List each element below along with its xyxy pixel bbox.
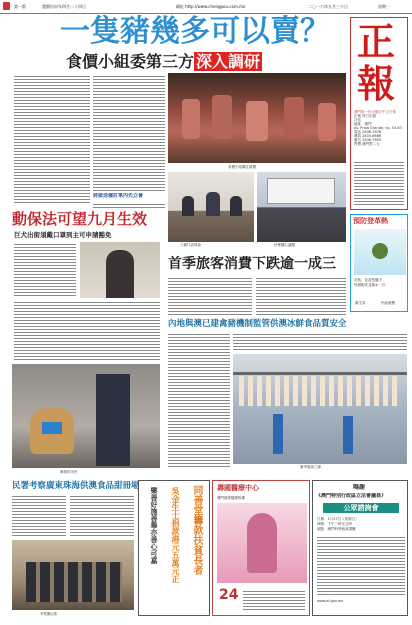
civic-text [12, 494, 66, 538]
masthead-info-line: Av. Praia Grande, no. 53-63 [354, 126, 402, 130]
lead-body-text [93, 202, 165, 208]
mosquito-icon [372, 243, 388, 259]
poster-board [267, 178, 335, 204]
notice-banner: 公眾諮詢會 [323, 503, 399, 513]
civic-head: 民署考察廣東珠海供澳食品甜冊場 [12, 481, 140, 491]
notice-line: 日期：1月27日（星期日） [317, 517, 359, 521]
pink-ad-fine-print [243, 589, 305, 611]
masthead-info-line: 廣告 2836-7655 [354, 138, 382, 142]
lead-subhead: 食價小組委第三方 [66, 52, 195, 71]
food-safety-text [233, 332, 407, 352]
notice-title: 《澳門特別行政區立法會議員》 [316, 493, 387, 499]
masthead-fine-print [354, 160, 404, 206]
dog-story-portrait [80, 242, 160, 298]
header-weekday: 星期一 [378, 4, 390, 9]
chicken-row [239, 376, 401, 406]
notice-line: 地點：澳門科學館演講廳 [317, 527, 356, 531]
food-safety-banner: 內地與澳已建禽豬機制監管供澳冰鮮食品質安全 [168, 319, 347, 329]
dog-photo-caption: 牽狗的市民 [60, 470, 78, 474]
notice-line: 時間：下午三時至五時 [317, 522, 352, 526]
pink-ad-org: 壽國醫療中心 [217, 484, 259, 492]
worker-figure [343, 416, 353, 454]
masthead-info-line: 社長 [354, 118, 361, 122]
meeting-person [230, 196, 242, 216]
header-date-gregorian: 二〇一六年五月三十日 [308, 4, 348, 9]
pink-ad-number: 24 [219, 587, 239, 603]
notice-body [317, 535, 405, 595]
pork-hanging-meat [318, 103, 336, 141]
logo-char-1: 正 [357, 22, 396, 62]
meeting-photo [168, 172, 254, 242]
worker-figure [273, 414, 283, 454]
chicken-photo-caption: 屠宰場加工線 [300, 465, 321, 469]
civic-group [26, 562, 122, 602]
lead-body-text [14, 74, 90, 204]
header-website[interactable]: 網址 http://www.chengpou.com.mo [176, 4, 246, 9]
legislative-notice [312, 480, 408, 616]
civic-text [70, 494, 134, 538]
side-ad-dengue [350, 214, 408, 312]
poster-photo [257, 172, 346, 242]
meeting-photo-caption: 工聯代表與會 [180, 243, 201, 247]
person-legs [96, 374, 130, 466]
food-safety-text [168, 332, 230, 468]
poster-photo-caption: 民眾關心議題 [274, 243, 295, 247]
vertical-ad-col3: 樂善好施善舉亦善心可嘉 [150, 487, 158, 564]
masthead-info [354, 110, 404, 146]
side-ad-line: 每週刷洗並換水一次 [354, 283, 386, 287]
header-date-lunar: 農曆丙申年四月二十四日 [42, 4, 86, 9]
lead-photo-caption: 食價小組關注豬價 [228, 165, 256, 169]
lead-headline: 一隻豬幾多可以賣？ [60, 15, 330, 49]
tourism-text [256, 276, 346, 316]
pink-ad-figure [247, 513, 277, 573]
tourism-text [168, 276, 252, 316]
header-logo-icon [3, 2, 10, 10]
lead-subhead-row [66, 52, 262, 72]
civic-photo [12, 540, 134, 610]
masthead-info-line: 澳門第一份正體字中文日報 [354, 110, 396, 114]
masthead [350, 17, 408, 210]
notice-contact[interactable]: www.al.gov.mo [317, 599, 344, 603]
pink-medical-ad [212, 480, 310, 616]
pink-ad-line: 澳門健康醫療推廣 [217, 496, 245, 500]
dog-story-text [14, 242, 76, 298]
masthead-info-line: 正報 每日出版 [354, 114, 377, 118]
dog-story-subhead: 巨犬出街須戴口罩到主可申請豁免 [14, 231, 112, 239]
dog-story-text [14, 300, 160, 360]
dog-photo [12, 364, 160, 468]
logo-char-2: 報 [357, 64, 396, 104]
tourism-head: 首季旅客消費下跌逾一成三 [168, 256, 336, 272]
conveyor-rail [233, 372, 407, 375]
vertical-ad [138, 480, 210, 616]
lead-inner-head: 將做送樣訂單內先立會 [93, 193, 144, 199]
side-ad-footer-left: 衛生局 [355, 301, 366, 305]
side-ad-footer-right: 民政總署 [381, 301, 395, 305]
vertical-ad-col1: 同善堂籌款扶貧長者 [191, 485, 202, 575]
dog-story-head: 動保法可望九月生效 [12, 210, 148, 228]
masthead-info-line: 售價 澳門幣二元 [354, 142, 380, 146]
pork-hanging-meat [182, 99, 200, 139]
lead-body-text [93, 74, 165, 192]
meeting-person [182, 196, 194, 216]
header-bar [0, 0, 412, 14]
meeting-person [206, 192, 220, 216]
vertical-ad-col2: 吳金生士捐款港元五萬元正 [171, 487, 180, 583]
pink-ad-image [217, 503, 307, 583]
masthead-info-line: 電話 2836-7878 [354, 130, 382, 134]
header-page-no: 第一版 [14, 4, 26, 9]
lead-subhead-highlight: 深入調研 [196, 52, 261, 71]
chicken-line-photo [233, 354, 407, 464]
masthead-info-line: 地址：澳門 [354, 122, 372, 126]
civic-photo-caption: 考察團合影 [40, 612, 58, 616]
notice-kicker: 鳴謝 [353, 484, 366, 491]
dog-harness [42, 422, 62, 434]
pork-hanging-meat [246, 101, 268, 141]
side-ad-image [354, 229, 406, 275]
portrait-person [106, 250, 134, 298]
masthead-info-line: 傳真 2833-6666 [354, 134, 382, 138]
lead-photo-pork [168, 73, 346, 163]
pork-hanging-meat [284, 97, 304, 139]
side-ad-line: 花瓶、花盆墊盤少 [354, 278, 382, 282]
side-ad-title: 預防登革熱 [353, 217, 388, 225]
pork-hanging-meat [212, 95, 232, 139]
